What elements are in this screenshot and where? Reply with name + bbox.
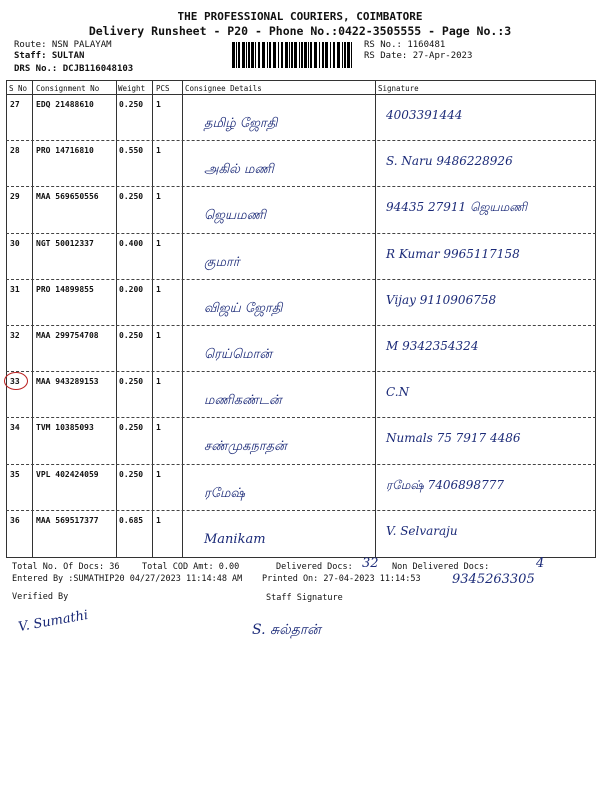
cell-weight: 0.250 bbox=[119, 469, 144, 479]
barcode-bar bbox=[281, 42, 283, 68]
barcode-bar bbox=[289, 42, 290, 68]
cell-pcs: 1 bbox=[156, 238, 161, 248]
consignee-handwriting: சண்முகநாதன் bbox=[204, 439, 287, 455]
barcode-bar bbox=[342, 42, 343, 68]
total-cod: Total COD Amt: 0.00 bbox=[142, 562, 240, 572]
col-header-signature: Signature bbox=[378, 84, 419, 93]
barcode-bar bbox=[238, 42, 240, 68]
col-header-sno: S No bbox=[9, 84, 28, 93]
barcode-bar bbox=[267, 42, 268, 68]
cell-consignment: TVM 10385093 bbox=[36, 423, 94, 433]
cell-pcs: 1 bbox=[156, 515, 161, 525]
cell-weight: 0.250 bbox=[119, 331, 144, 340]
signature-handwriting: V. Selvaraju bbox=[386, 523, 458, 538]
barcode-bar bbox=[248, 42, 250, 68]
barcode-bar bbox=[273, 42, 276, 68]
consignee-handwriting: ரெய்மொன் bbox=[204, 347, 272, 362]
signature-handwriting: ரமேஷ் 7406898777 bbox=[386, 477, 504, 492]
consignee-handwriting: விஜய் ஜோதி bbox=[204, 300, 283, 316]
cell-sno: 34 bbox=[10, 423, 20, 433]
total-docs: Total No. Of Docs: 36 bbox=[12, 562, 120, 572]
barcode-bar bbox=[258, 42, 260, 68]
cell-consignment: MAA 299754708 bbox=[36, 331, 99, 340]
runsheet-subtitle: Delivery Runsheet - P20 - Phone No.:0422-3505555 - Page No.:3 bbox=[88, 24, 512, 38]
row-separator bbox=[6, 186, 596, 187]
extra-phone: 9345263305 bbox=[452, 572, 535, 587]
cell-sno: 33 bbox=[10, 377, 20, 387]
barcode-bar bbox=[344, 42, 346, 68]
cell-consignment: MAA 569517377 bbox=[36, 515, 99, 525]
cell-consignment: PRO 14716810 bbox=[36, 146, 94, 156]
delivered-value: 32 bbox=[362, 556, 379, 571]
verified-signature: V. Sumathi bbox=[17, 607, 90, 636]
consignee-handwriting: ரமேஷ் bbox=[204, 485, 245, 501]
barcode-bar bbox=[285, 42, 288, 68]
col-header-pcs: PCS bbox=[156, 84, 170, 93]
row-separator bbox=[6, 510, 596, 511]
staff-signature: S. சுல்தான் bbox=[252, 622, 321, 638]
barcode-bar bbox=[325, 42, 328, 68]
barcode-bar bbox=[242, 42, 245, 68]
cell-weight: 0.250 bbox=[119, 423, 144, 433]
cell-weight: 0.685 bbox=[119, 515, 144, 525]
cell-pcs: 1 bbox=[156, 423, 161, 433]
staff-label: Staff: SULTAN bbox=[14, 51, 85, 61]
row-separator bbox=[6, 464, 596, 465]
barcode-bar bbox=[299, 42, 300, 68]
verified-by-label: Verified By bbox=[12, 592, 69, 602]
route-label: Route: NSN PALAYAM bbox=[14, 40, 112, 50]
signature-handwriting: M 9342354324 bbox=[386, 339, 479, 353]
row-separator bbox=[6, 140, 596, 141]
drs-number: DRS No.: DCJB116048103 bbox=[14, 64, 134, 74]
consignee-handwriting: Manikam bbox=[204, 531, 266, 547]
cell-pcs: 1 bbox=[156, 284, 161, 294]
barcode-bar bbox=[330, 42, 331, 68]
staff-signature-label: Staff Signature bbox=[266, 593, 343, 603]
cell-sno: 35 bbox=[10, 469, 20, 479]
barcode-bar bbox=[322, 42, 324, 68]
cell-weight: 0.250 bbox=[119, 377, 144, 387]
cell-sno: 30 bbox=[10, 238, 20, 248]
row-separator bbox=[6, 233, 596, 234]
barcode-bar bbox=[232, 42, 235, 68]
barcode-bar bbox=[294, 42, 297, 68]
cell-consignment: VPL 402424059 bbox=[36, 469, 99, 479]
cell-sno: 31 bbox=[10, 284, 20, 294]
cell-consignment: NGT 50012337 bbox=[36, 238, 94, 248]
printed-on: Printed On: 27-04-2023 11:14:53 bbox=[262, 574, 421, 584]
consignee-handwriting: தமிழ் ஜோதி bbox=[204, 116, 278, 131]
row-separator bbox=[6, 371, 596, 372]
consignee-handwriting: மணிகண்டன் bbox=[204, 393, 282, 409]
barcode-bar bbox=[291, 42, 293, 68]
signature-handwriting: 94435 27911 ஜெயமணி bbox=[386, 200, 528, 215]
signature-handwriting: Vijay 9110906758 bbox=[386, 292, 497, 307]
cell-pcs: 1 bbox=[156, 331, 161, 340]
barcode-bar bbox=[337, 42, 340, 68]
row-separator bbox=[6, 279, 596, 280]
barcode-bar bbox=[347, 42, 350, 68]
barcode-bar bbox=[314, 42, 317, 68]
barcode-bar bbox=[304, 42, 307, 68]
signature-handwriting: S. Naru 9486228926 bbox=[386, 154, 513, 169]
cell-consignment: EDQ 21488610 bbox=[36, 100, 94, 109]
row-separator bbox=[6, 417, 596, 418]
consignee-handwriting: குமார் bbox=[204, 254, 240, 270]
cell-sno: 28 bbox=[10, 146, 20, 156]
cell-weight: 0.250 bbox=[119, 192, 144, 202]
signature-handwriting: C.N bbox=[386, 385, 410, 400]
barcode-bar bbox=[246, 42, 247, 68]
consignee-handwriting: அகில் மணி bbox=[204, 162, 274, 178]
runsheet-table bbox=[6, 80, 596, 558]
signature-handwriting: Numals 75 7917 4486 bbox=[386, 431, 521, 446]
barcode-bar bbox=[333, 42, 335, 68]
cell-consignment: PRO 14899855 bbox=[36, 284, 94, 294]
col-header-consignee: Consignee Details bbox=[185, 84, 262, 93]
cell-pcs: 1 bbox=[156, 469, 161, 479]
barcode-bar bbox=[236, 42, 237, 68]
barcode-bar bbox=[351, 42, 352, 68]
cell-pcs: 1 bbox=[156, 146, 161, 156]
col-header-weight: Weight bbox=[118, 84, 146, 93]
cell-pcs: 1 bbox=[156, 100, 161, 109]
signature-handwriting: R Kumar 9965117158 bbox=[386, 246, 520, 261]
barcode-bar bbox=[262, 42, 265, 68]
cell-weight: 0.400 bbox=[119, 238, 144, 248]
cell-sno: 32 bbox=[10, 331, 20, 340]
rs-date: RS Date: 27-Apr-2023 bbox=[364, 51, 473, 61]
consignee-handwriting: ஜெயமணி bbox=[204, 208, 266, 224]
barcode-bar bbox=[251, 42, 254, 68]
cell-pcs: 1 bbox=[156, 377, 161, 387]
row-separator bbox=[6, 325, 596, 326]
barcode-image bbox=[232, 42, 356, 68]
col-header-consignment: Consignment No bbox=[36, 84, 100, 93]
cell-sno: 29 bbox=[10, 192, 20, 202]
non-delivered-label: Non Delivered Docs: bbox=[392, 562, 490, 572]
cell-weight: 0.250 bbox=[119, 100, 144, 109]
cell-consignment: MAA 943289153 bbox=[36, 377, 99, 387]
barcode-bar bbox=[319, 42, 320, 68]
cell-sno: 27 bbox=[10, 100, 20, 109]
company-title: THE PROFESSIONAL COURIERS, COIMBATORE bbox=[177, 10, 423, 23]
cell-weight: 0.550 bbox=[119, 146, 144, 156]
cell-consignment: MAA 569650556 bbox=[36, 192, 99, 202]
barcode-bar bbox=[278, 42, 279, 68]
cell-weight: 0.200 bbox=[119, 284, 144, 294]
barcode-bar bbox=[255, 42, 256, 68]
barcode-bar bbox=[269, 42, 271, 68]
cell-sno: 36 bbox=[10, 515, 20, 525]
non-delivered-value: 4 bbox=[536, 556, 545, 571]
signature-handwriting: 4003391444 bbox=[386, 108, 463, 122]
barcode-bar bbox=[308, 42, 309, 68]
rs-number: RS No.: 1160481 bbox=[364, 40, 446, 50]
cell-pcs: 1 bbox=[156, 192, 161, 202]
sno-circle-mark bbox=[4, 372, 28, 390]
entered-by: Entered By :SUMATHIP20 04/27/2023 11:14:48 AM bbox=[12, 574, 243, 584]
barcode-bar bbox=[301, 42, 303, 68]
barcode-bar bbox=[310, 42, 312, 68]
delivered-label: Delivered Docs: bbox=[276, 562, 353, 572]
